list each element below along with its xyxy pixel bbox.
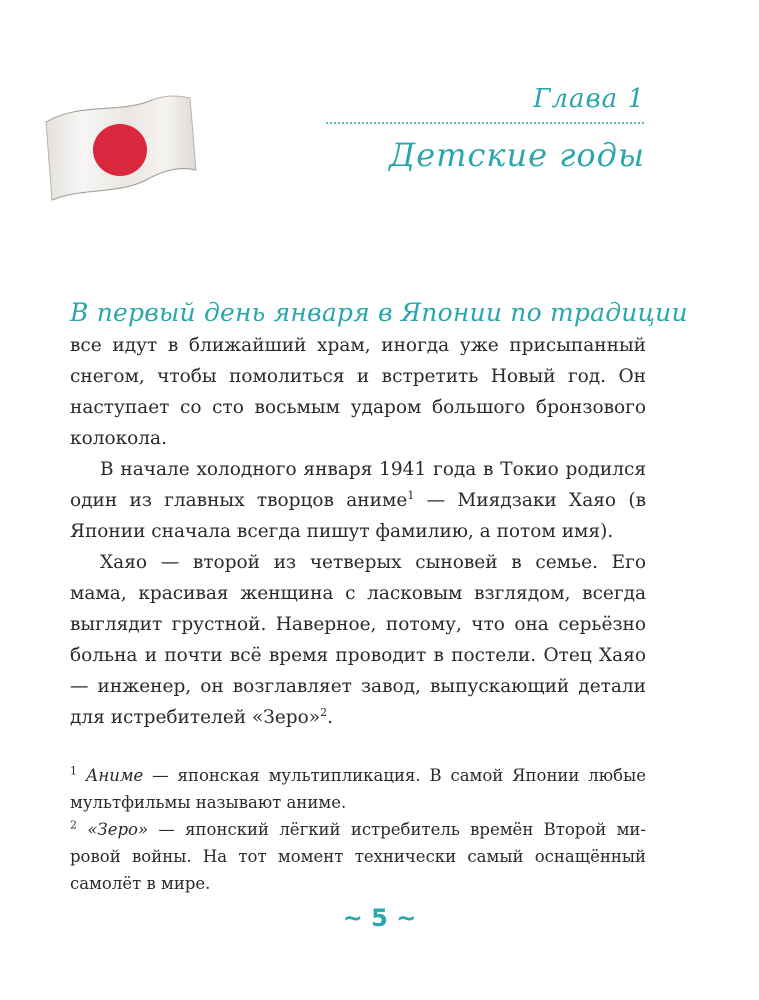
flag-sun [93,124,147,176]
footnote-term: Аниме [85,766,144,785]
paragraph-1 [70,330,646,454]
footnote-1 [70,762,646,816]
paragraph-3 [70,547,646,733]
paragraph-text: — Миядзаки Хаяо (в Японии сначала всегда пишут фамилию, а потом имя). [70,490,647,542]
footnote-mark: 1 [70,764,77,778]
footnote-mark: 2 [70,818,77,832]
chapter-label: Глава 1 [533,84,645,114]
paragraph-text: В начале холодного января 1941 года в Токио родился один из главных творцов аниме [70,459,646,511]
paragraph-text: все идут в ближайший храм, иногда уже присыпанный снегом, чтобы помолиться и встретить Новый год. Он наступает со сто восьмым ударом большого бронзового колокола. [70,335,646,449]
footnotes [70,762,646,897]
japan-flag-icon [40,92,200,210]
chapter-title: Детские годы [389,136,645,174]
footnote-term: «Зеро» [87,820,149,839]
footnote-ref-2[interactable]: 2 [320,705,328,719]
footnote-2 [70,816,646,897]
paragraph-text: . [327,707,333,728]
lead-phrase: В первый день января в Японии по традиции [70,298,688,327]
paragraph-2 [70,454,646,547]
footnote-text: — японский лёгкий истребитель времён Второй мировой войны. На тот момент технически самый оснащённый самолёт в мире. [70,820,646,893]
chapter-divider [326,122,644,124]
page-number: ~ 5 ~ [342,904,417,932]
paragraph-text: Хаяо — второй из четверых сыновей в семье. Его мама, красивая женщина с ласковым взглядом, всегда выглядит грустной. Наверное, потому, что она серьёзно больна и почти всё время проводит в постели. Отец Хаяо — инженер, он возглавляет завод, выпускающий детали для истребителей «Зеро» [70,552,646,728]
main-text [70,296,688,733]
footnote-ref-1[interactable]: 1 [407,488,415,502]
footnote-text: — японская мультипликация. В самой Японии любые мультфильмы называют аниме. [70,766,646,812]
